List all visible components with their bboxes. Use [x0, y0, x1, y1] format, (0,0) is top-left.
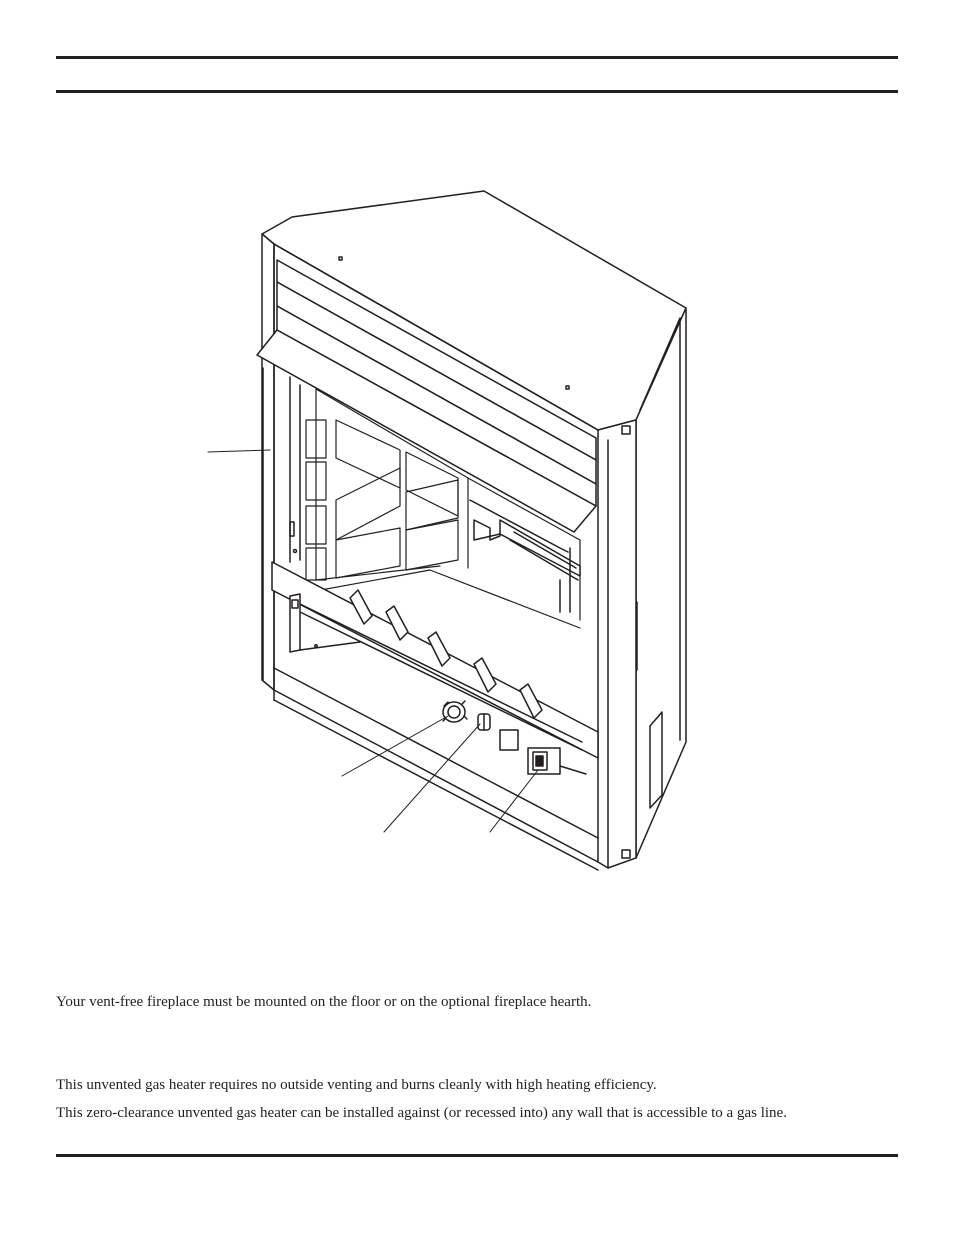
- rocker-switch: [528, 748, 586, 774]
- leader-switch: [490, 770, 538, 832]
- leader-frame: [208, 450, 270, 452]
- control-knob: [443, 701, 467, 722]
- side-vent-lower: [650, 712, 662, 808]
- log-grate-rear: [474, 520, 580, 576]
- footer-rule: [56, 1154, 898, 1157]
- leader-igniter: [384, 724, 480, 832]
- cabinet-left-post: [262, 234, 274, 690]
- igniter-button: [478, 714, 490, 730]
- venting-paragraph: This unvented gas heater requires no outside venting and burns cleanly with high heating efficiency.: [56, 1077, 657, 1093]
- leader-knob: [342, 716, 448, 776]
- cabinet-right-post: [598, 420, 636, 868]
- clearance-paragraph: This zero-clearance unvented gas heater can be installed against (or recessed into) any wall that is accessible to a gas line.: [56, 1105, 787, 1121]
- burner-front-rail: [272, 562, 598, 758]
- mounting-paragraph: Your vent-free fireplace must be mounted on the floor or on the optional fireplace hearth.: [56, 994, 592, 1010]
